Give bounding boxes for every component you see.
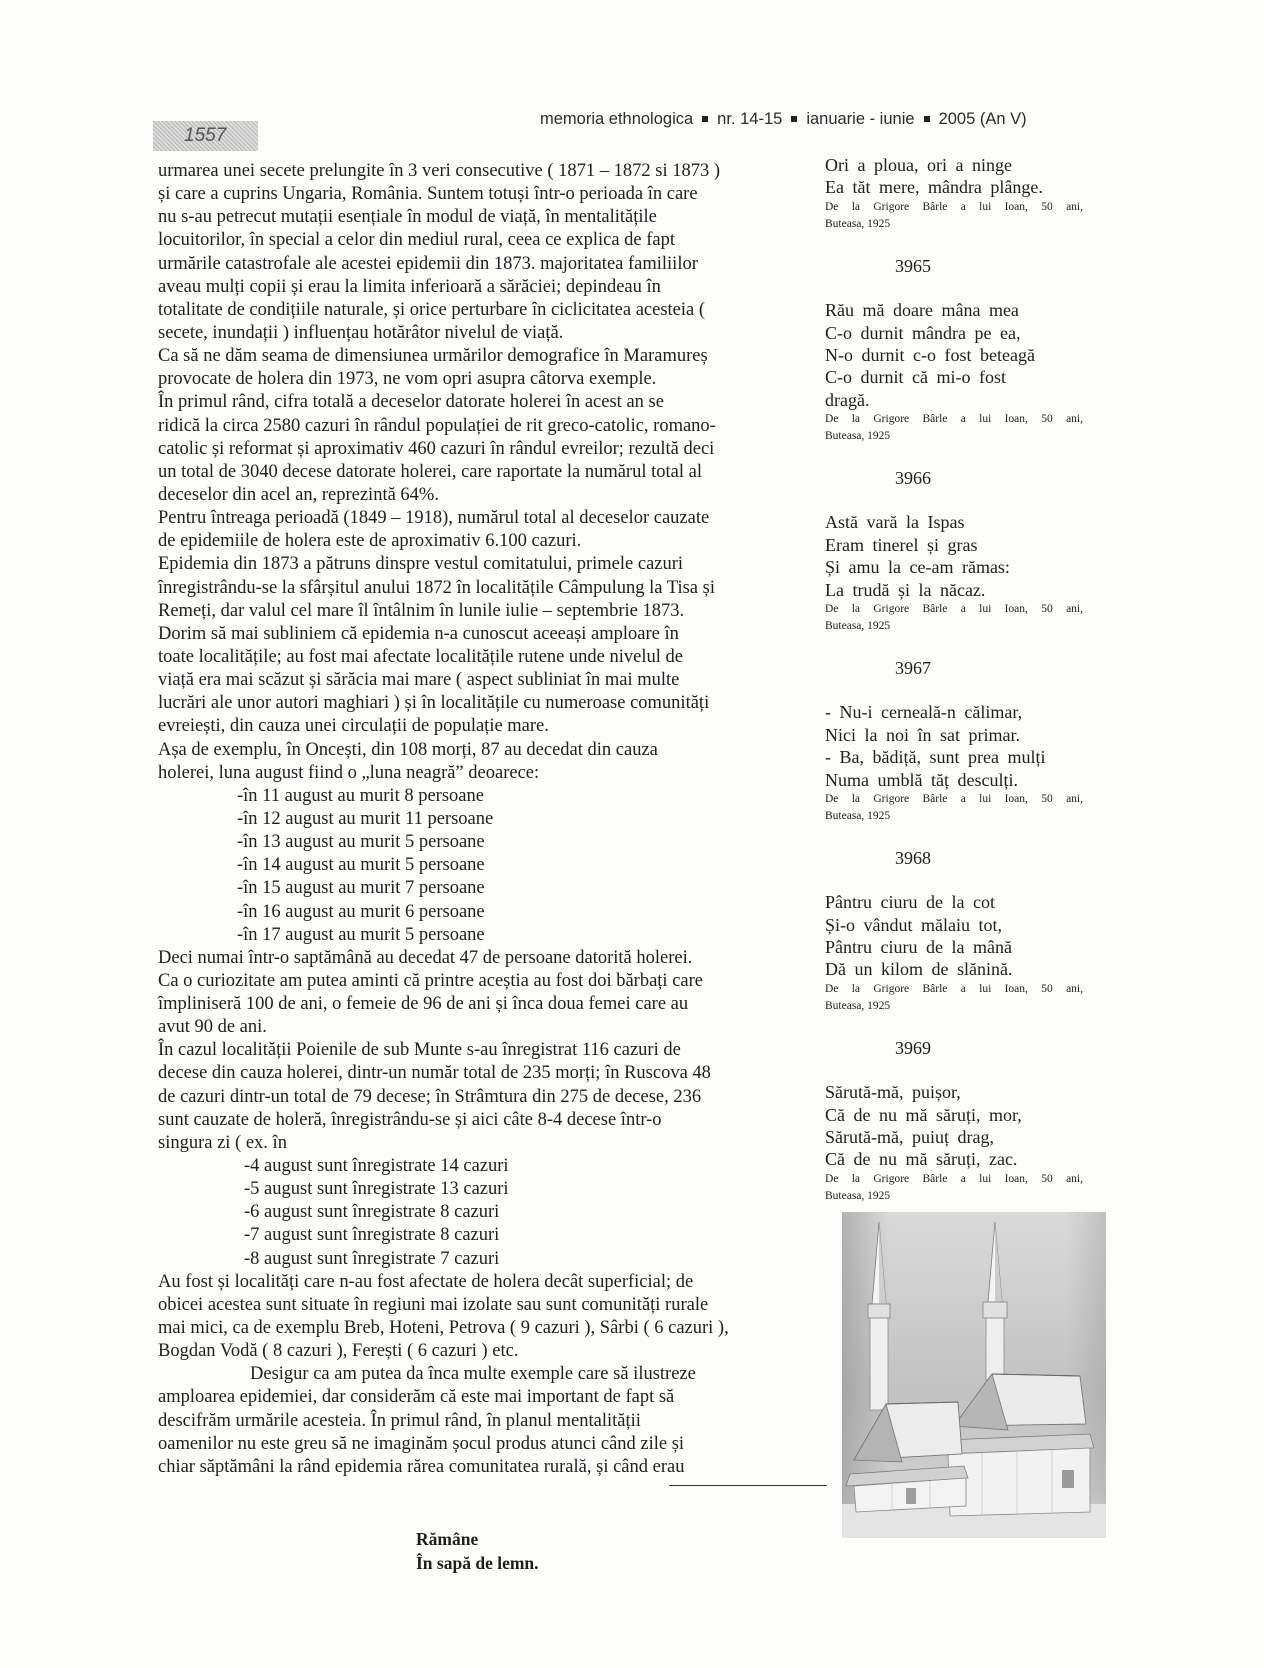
verse-line: Și-o vândut mălaiu tot, [825, 914, 1002, 935]
list-item: -în 11 august au murit 8 persoane [237, 785, 484, 806]
list-item: -în 15 august au murit 7 persoane [237, 878, 485, 899]
article-line: catolic și reformat și aproximativ 460 cazuri în rândul evreilor; rezultă deci [158, 438, 715, 459]
article-line: provocate de holera din 1973, ne vom opri asupra câtorva exemple. [158, 369, 657, 390]
verse-line: Că de nu mă săruți, mor, [825, 1104, 1022, 1125]
poem-block [825, 847, 1087, 1015]
verse-line: - Ba, bădiță, sunt prea mulți [825, 747, 1046, 768]
attribution-line: Buteasa, 1925 [825, 1189, 891, 1202]
poem-number: 3969 [895, 1038, 931, 1059]
article-line: amploarea epidemiei, dar considerăm că este mai important de fapt să [158, 1387, 675, 1408]
attribution-line: Buteasa, 1925 [825, 999, 891, 1012]
verse-line: Rău mă doare mâna mea [825, 300, 1019, 321]
article-line: aveau mulți copii și erau la limita inferioară a sărăciei; depindeau în [158, 276, 661, 297]
article-line: de epidemiile de holera este de aproximativ 6.100 cazuri. [158, 531, 582, 552]
separator-square-icon [924, 116, 930, 122]
article-line: Bogdan Vodă ( 8 cazuri ), Ferești ( 6 cazuri ) etc. [158, 1341, 519, 1362]
article-line: decese din cauza holerei, dintr-un număr total de 235 morți; în Ruscova 48 [158, 1063, 711, 1084]
verse-line: Și amu la ce-am rămas: [825, 557, 1010, 578]
article-line: secete, inundații ) influențau hotărâtor nivelul de viață. [158, 322, 564, 343]
article-line: evreiești, din cauza unei circulații de populație mare. [158, 716, 549, 737]
verse-line: C-o durnit mândra pe ea, [825, 322, 1021, 343]
separator-square-icon [791, 116, 797, 122]
verse-line: Ori a ploua, ori a ninge [825, 155, 1012, 175]
attribution-line: De la Grigore Bârle a lui Ioan, 50 ani, [825, 603, 1083, 616]
separator-square-icon [702, 116, 708, 122]
poem-number: 3967 [895, 658, 931, 679]
article-line: Au fost și localități care n-au fost afectate de holera decât superficial; de [158, 1271, 694, 1292]
poem-block [825, 657, 1087, 825]
article-line: lucrări ale unor autori maghiari ) și în localitățile cu numeroase comunități [158, 693, 710, 714]
article-line: Dorim să mai subliniem că epidemia n-a cunoscut aceeași amploare în [158, 623, 679, 644]
article-line: urmările catastrofale ale acestei epidemii din 1873. majoritatea familiilor [158, 253, 698, 274]
verse-line: Că de nu mă săruți, zac. [825, 1149, 1018, 1170]
article-line: mai mici, ca de exemplu Breb, Hoteni, Petrova ( 9 cazuri ), Sârbi ( 6 cazuri ), [158, 1318, 729, 1339]
article-line: toate localitățile; au fost mai afectate localitățile rutene unde nivelul de [158, 646, 683, 667]
article-line: Ca o curiozitate am putea aminti că printre aceștia au fost doi bărbați care [158, 970, 703, 991]
list-item: -în 16 august au murit 6 persoane [237, 901, 485, 922]
article-line: ridică la circa 2580 cazuri în rândul populației de rit greco-catolic, romano- [158, 415, 716, 436]
closing-verse-line: Rămâne [416, 1529, 479, 1549]
folk-poems-column [825, 154, 1087, 1205]
verse-line: - Nu-i cerneală-n călimar, [825, 702, 1023, 723]
list-item: -în 17 august au murit 5 persoane [237, 924, 485, 945]
verse-line: N-o durnit c-o fost beteagă [825, 344, 1035, 365]
attribution-line: De la Grigore Bârle a lui Ioan, 50 ani, [825, 982, 1083, 995]
list-item: -7 august sunt înregistrate 8 cazuri [244, 1225, 500, 1246]
list-item: -6 august sunt înregistrate 8 cazuri [244, 1202, 500, 1223]
verse-line: Pântru ciuru de la mână [825, 937, 1012, 958]
article-line: urmarea unei secete prelungite în 3 veri consecutive ( 1871 – 1872 si 1873 ) [158, 161, 721, 181]
article-text [158, 160, 820, 1479]
article-line: nu s-au petrecut mutații esențiale în modul de viață, în mentalitățile [158, 207, 657, 228]
poem-block [825, 154, 1087, 233]
attribution-line: De la Grigore Bârle a lui Ioan, 50 ani, [825, 413, 1083, 426]
article-line: Ca să ne dăm seama de dimensiunea urmărilor demografice în Maramureș [158, 346, 708, 367]
article-line: singura zi ( ex. în [158, 1132, 287, 1153]
attribution-line: De la Grigore Bârle a lui Ioan, 50 ani, [825, 792, 1083, 805]
article-line: un total de 3040 decese datorate holerei, care raportate la numărul total al [158, 461, 702, 482]
article-line: deceselor din acel an, reprezintă 64%. [158, 484, 439, 505]
verse-line: Dă un kilom de slănină. [825, 959, 1013, 980]
church-model-image [842, 1212, 1106, 1538]
article-line: Desigur ca am putea da înca multe exemple care să ilustreze [250, 1364, 696, 1385]
poem-block [825, 467, 1087, 635]
article-line: de cazuri dintr-un total de 79 decese; în Strâmtura din 275 de decese, 236 [158, 1086, 702, 1107]
article-line: Epidemia din 1873 a pătruns dinspre vestul comitatului, primele cazuri [158, 554, 684, 575]
article-line: locuitorilor, în special a celor din mediul rural, ceea ce explica de fapt [158, 230, 676, 251]
attribution-line: Buteasa, 1925 [825, 809, 891, 822]
poem-number: 3965 [895, 255, 931, 276]
journal-title: memoria ethnologica [540, 110, 694, 128]
article-line: viață era mai scăzut și sărăcia mai mare ( aspect subliniat în mai multe [158, 670, 680, 691]
poem-block [825, 255, 1087, 445]
verse-line: Nici la noi în sat primar. [825, 724, 1020, 745]
attribution-line: Buteasa, 1925 [825, 429, 891, 442]
verse-line: Astă vară la Ispas [825, 512, 965, 533]
list-item: -5 august sunt înregistrate 13 cazuri [244, 1179, 509, 1200]
running-header [540, 108, 1027, 130]
article-line: înregistrându-se la sfârșitul anului 1872 în localitățile Câmpulung la Tisa și [158, 577, 715, 598]
poem-number: 3966 [895, 468, 931, 489]
article-line: avut 90 de ani. [158, 1017, 267, 1038]
verse-line: dragă. [825, 389, 870, 410]
verse-line: Sărută-mă, puiuț drag, [825, 1127, 994, 1147]
article-line: împliniseră 100 de ani, o femeie de 96 de ani și înca doua femei care au [158, 994, 689, 1015]
article-line: Așa de exemplu, în Oncești, din 108 morți, 87 au decedat din cauza [158, 739, 658, 760]
article-line: holerei, luna august fiind o „luna neagră” deoarece: [158, 762, 540, 783]
issue-number: nr. 14-15 [717, 110, 783, 128]
article-line: și care a cuprins Ungaria, România. Suntem totuși într-o perioada în care [158, 184, 698, 205]
article-line: chiar săptămâni la rând epidemia rărea comunitatea rurală, și când erau [158, 1456, 685, 1477]
verse-line: Ea tăt mere, mândra plânge. [825, 177, 1043, 198]
verse-line: Eram tinerel și gras [825, 534, 978, 555]
article-line: sunt cauzate de holeră, înregistrându-se și aici câte 8-4 decese într-o [158, 1109, 662, 1130]
article-line: descifrăm urmările acesteia. În primul rând, în planul mentalității [158, 1410, 641, 1431]
attribution-line: De la Grigore Bârle a lui Ioan, 50 ani, [825, 200, 1083, 213]
poem-number: 3968 [895, 848, 931, 869]
list-item: -în 12 august au murit 11 persoane [237, 808, 494, 829]
article-line: În cazul localității Poienile de sub Munte s-au înregistrat 116 cazuri de [158, 1040, 681, 1061]
article-line: În primul rând, cifra totală a deceselor datorate holerei în acest an se [158, 392, 664, 413]
attribution-line: Buteasa, 1925 [825, 619, 891, 632]
page-number: 1557 [153, 121, 258, 151]
article-line: Deci numai într-o saptămână au decedat 47 de persoane datorită holerei. [158, 947, 693, 968]
article-line: totalitate de condițiile naturale, și orice perturbare în ciclicitatea acesteia ( [158, 299, 706, 320]
issue-year: 2005 (An V) [938, 110, 1027, 128]
verse-line: Sărută-mă, puișor, [825, 1082, 961, 1103]
article-line: oamenilor nu este greu să ne imaginăm șocul produs atunci când zile și [158, 1433, 685, 1454]
verse-line: Pântru ciuru de la cot [825, 892, 995, 913]
church-model-photo [842, 1212, 1106, 1538]
list-item: -în 14 august au murit 5 persoane [237, 855, 485, 876]
verse-line: C-o durnit că mi-o fost [825, 367, 1006, 388]
article-line: Remeți, dar valul cel mare îl întâlnim în lunile iulie – septembrie 1873. [158, 600, 685, 621]
article-line: obicei acestea sunt situate în regiuni mai izolate sau sunt comunități rurale [158, 1294, 709, 1315]
list-item: -4 august sunt înregistrate 14 cazuri [244, 1156, 509, 1177]
article-line: Pentru întreaga perioadă (1849 – 1918), numărul total al deceselor cauzate [158, 508, 710, 529]
poem-block [825, 1037, 1087, 1205]
continuation-rule [669, 1485, 827, 1486]
verse-line: Numa umblă tăț desculți. [825, 769, 1018, 790]
list-item: -8 august sunt înregistrate 7 cazuri [244, 1248, 500, 1269]
verse-line: La trudă și la năcaz. [825, 579, 986, 600]
closing-verse [416, 1528, 539, 1575]
attribution-line: Buteasa, 1925 [825, 217, 891, 230]
attribution-line: De la Grigore Bârle a lui Ioan, 50 ani, [825, 1172, 1083, 1185]
closing-verse-line: În sapă de lemn. [416, 1552, 539, 1573]
list-item: -în 13 august au murit 5 persoane [237, 832, 485, 853]
issue-months: ianuarie - iunie [806, 110, 915, 128]
